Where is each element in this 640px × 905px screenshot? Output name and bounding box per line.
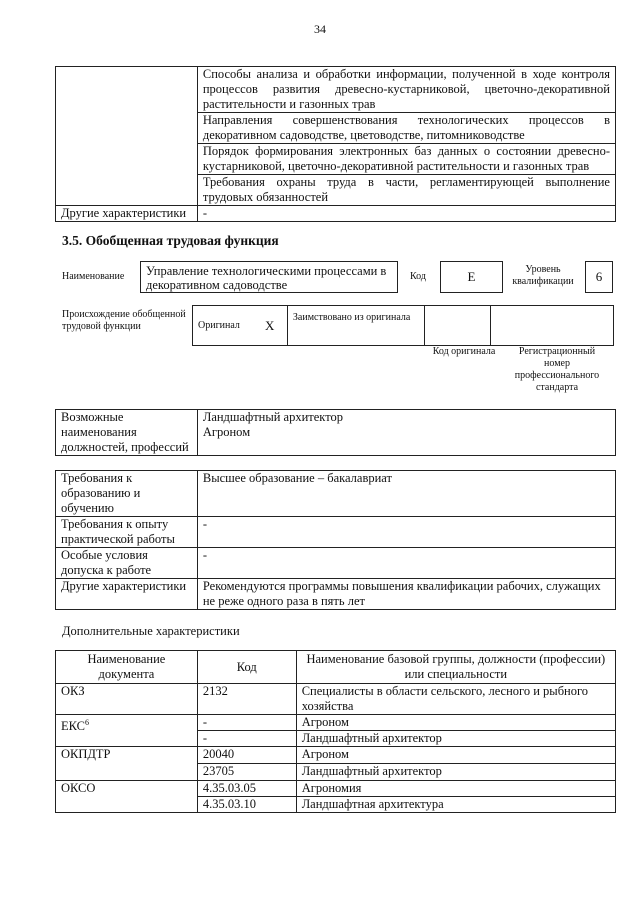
level-box: 6 (585, 261, 613, 293)
doc-title: Агроном (296, 747, 615, 764)
table-row (56, 67, 616, 113)
other-characteristics-label: Другие характеристики (56, 206, 198, 222)
knowledge-item: Направления совершенствования технологических процессов в декоративном садоводстве, цветоводстве, питомниководстве (197, 113, 615, 144)
doc-title: Ландшафтная архитектура (296, 797, 615, 813)
doc-title: Ландшафтный архитектор (296, 731, 615, 747)
requirement-value: - (197, 548, 615, 579)
table-row (56, 781, 616, 797)
requirements-table (55, 470, 616, 610)
empty-label-cell (56, 67, 198, 206)
positions-values (197, 410, 615, 456)
requirement-label: Требования к опыту практической работы (56, 517, 198, 548)
table-row (56, 548, 616, 579)
requirement-label: Требования к образованию и обучению (56, 471, 198, 517)
original-label: Оригинал (193, 306, 253, 346)
header-name: Наименование базовой группы, должности (профессии) или специальности (296, 651, 615, 684)
doc-title: Агроном (296, 715, 615, 731)
additional-title: Дополнительные характеристики (62, 624, 240, 638)
table-row (56, 747, 616, 764)
table-row (56, 579, 616, 610)
footnote-mark: 6 (85, 718, 89, 727)
borrowed-label: Заимствовано из оригинала (287, 306, 424, 346)
positions-table (55, 409, 616, 456)
function-name-box: Управление технологическими процессами в декоративном садоводстве (140, 261, 398, 293)
table-row (56, 206, 616, 222)
doc-title: Специалисты в области сельского, лесного и рыбного хозяйства (296, 684, 615, 715)
position-item: Агроном (202, 425, 251, 439)
doc-name-text: ЕКС (61, 719, 85, 734)
requirement-value: Высшее образование – бакалавриат (197, 471, 615, 517)
table-row (56, 684, 616, 715)
other-characteristics-value: - (197, 206, 615, 222)
top-knowledge-table (55, 66, 616, 222)
original-code-cell (424, 306, 491, 346)
origin-label: Происхождение обобщенной трудовой функции (62, 309, 186, 332)
doc-name: ОКЗ (56, 684, 198, 715)
table-row (56, 471, 616, 517)
requirement-value: Рекомендуются программы повышения квалификации рабочих, служащих не реже одного раза в пять лет (197, 579, 615, 610)
registration-number-cell (491, 306, 614, 346)
doc-code: 20040 (197, 747, 296, 764)
registration-caption: Регистрационный номер профессионального стандарта (514, 346, 600, 393)
table-row (56, 517, 616, 548)
header-code: Код (197, 651, 296, 684)
table-header-row (56, 651, 616, 684)
requirement-label: Другие характеристики (56, 579, 198, 610)
knowledge-item: Способы анализа и обработки информации, полученной в ходе контроля процессов развития древесно-кустарниковой, цветочно-декоративной растительности и газонных трав (197, 67, 615, 113)
doc-code: - (197, 731, 296, 747)
code-box: E (440, 261, 503, 293)
header-document: Наименование документа (56, 651, 198, 684)
doc-name (56, 715, 198, 747)
knowledge-item: Требования охраны труда в части, регламентирующей выполнение трудовых обязанностей (197, 175, 615, 206)
code-label: Код (410, 271, 426, 282)
knowledge-item: Порядок формирования электронных баз данных о состоянии древесно-кустарниковой, цветочно-декоративной растительности и газонных трав (197, 144, 615, 175)
name-label: Наименование (62, 271, 125, 282)
doc-name: ОКПДТР (56, 747, 198, 781)
origin-table (192, 305, 614, 346)
doc-code: - (197, 715, 296, 731)
doc-title: Ландшафтный архитектор (296, 764, 615, 781)
doc-code: 4.35.03.10 (197, 797, 296, 813)
table-row (193, 306, 614, 346)
code-original-caption: Код оригинала (432, 346, 496, 357)
requirement-label: Особые условия допуска к работе (56, 548, 198, 579)
requirement-value: - (197, 517, 615, 548)
doc-title: Агрономия (296, 781, 615, 797)
doc-code: 4.35.03.05 (197, 781, 296, 797)
original-mark: X (252, 306, 287, 346)
additional-table (55, 650, 616, 813)
table-row (56, 410, 616, 456)
table-row (56, 715, 616, 731)
doc-name: ОКСО (56, 781, 198, 813)
position-item: Ландшафтный архитектор (202, 410, 344, 424)
positions-label: Возможные наименования должностей, профессий (56, 410, 198, 456)
doc-code: 2132 (197, 684, 296, 715)
level-label: Уровень квалификации (512, 264, 574, 287)
doc-code: 23705 (197, 764, 296, 781)
page-number: 34 (314, 22, 326, 36)
section-title: 3.5. Обобщенная трудовая функция (62, 233, 279, 248)
